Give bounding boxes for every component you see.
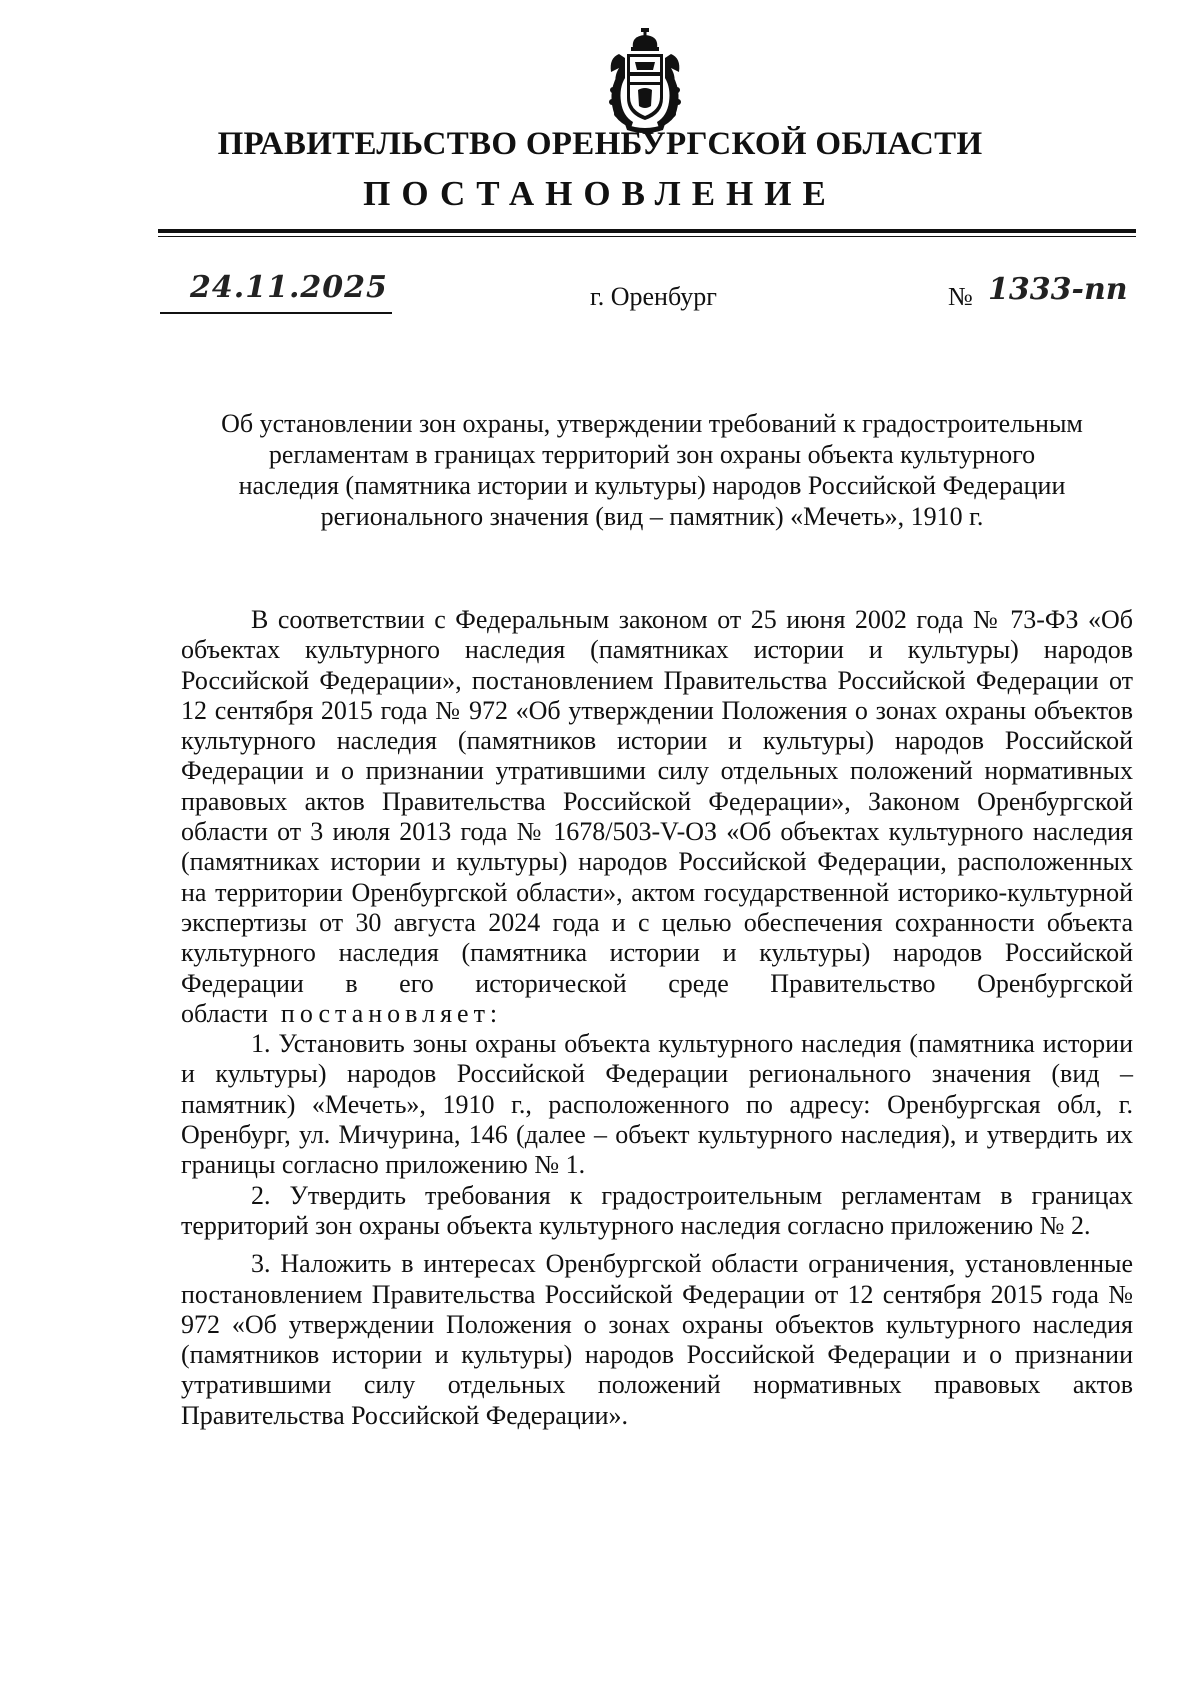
date-value: 24.11.2025 (190, 270, 388, 305)
header-rule-thin (158, 236, 1136, 237)
decree-word: постановляет: (280, 998, 503, 1028)
coat-of-arms-icon (605, 28, 685, 134)
city-label: г. Оренбург (590, 282, 717, 311)
preamble-text: В соответствии с Федеральным законом от 25 июня 2002 года № 73-ФЗ «Об объектах культурного наследия (памятниках истории и культуры) народов Российской Федерации», постановлением Правительства Российской Федерации от 12 сентября 2015 года № 972 «Об утверждении Положения о зонах охраны объектов культурного наследия (памятников истории и культуры) народов Российской Федерации и о признании утратившими силу отдельных положений нормативных правовых актов Правительства Российской Федерации», Законом Оренбургской области от 3 июля 2013 года № 1678/503-V-ОЗ «Об объектах культурного наследия (памятниках истории и культуры) народов Российской Федерации, расположенных на территории Оренбургской области», актом государственной историко-культурной экспертизы от 30 августа 2024 года и с целью обеспечения сохранности объекта культурного наследия (памятника истории и культуры) народов Российской Федерации в его исторической среде Правительство Оренбургской области (181, 605, 1133, 1028)
heading-line: Об установлении зон охраны, утверждении требований к градостроительным (221, 409, 1083, 438)
item-3-paragraph: 3. Наложить в интересах Оренбургской области ограничения, установленные постановлением Правительства Российской Федерации от 12 сентября 2015 года № 972 «Об утверждении Положения о зонах охраны объектов культурного наследия (памятников истории и культуры) народов Российской Федерации и о признании утратившими силу отдельных положений нормативных правовых актов Правительства Российской Федерации». (181, 1249, 1133, 1430)
date-field (160, 270, 392, 314)
heading-line: наследия (памятника истории и культуры) народов Российской Федерации (238, 471, 1066, 500)
document-body (181, 605, 1133, 1431)
date-underline (160, 312, 392, 314)
preamble-paragraph (181, 605, 1133, 1029)
item-1-paragraph: 1. Установить зоны охраны объекта культурного наследия (памятника истории и культуры) народов Российской Федерации регионального значения (вид – памятник) «Мечеть», 1910 г., расположенного по адресу: Оренбургская обл, г. Оренбург, ул. Мичурина, 146 (далее – объект культурного наследия), и утвердить их границы согласно приложению № 1. (181, 1029, 1133, 1180)
doc-type-title: ПОСТАНОВЛЕНИЕ (363, 174, 837, 213)
item-2-paragraph: 2. Утвердить требования к градостроительным регламентам в границах территорий зон охраны объекта культурного наследия согласно приложению № 2. (181, 1180, 1133, 1240)
org-title: ПРАВИТЕЛЬСТВО ОРЕНБУРГСКОЙ ОБЛАСТИ (217, 126, 983, 162)
document-number: 1333-пп (988, 272, 1128, 307)
document-heading (170, 408, 1134, 532)
heading-line: регламентам в границах территорий зон охраны объекта культурного (268, 440, 1036, 469)
number-sign: № (948, 282, 973, 311)
document-number-field (948, 272, 1128, 316)
heading-line: регионального значения (вид – памятник) «Мечеть», 1910 г. (320, 502, 984, 531)
header-rule-thick (158, 229, 1136, 233)
